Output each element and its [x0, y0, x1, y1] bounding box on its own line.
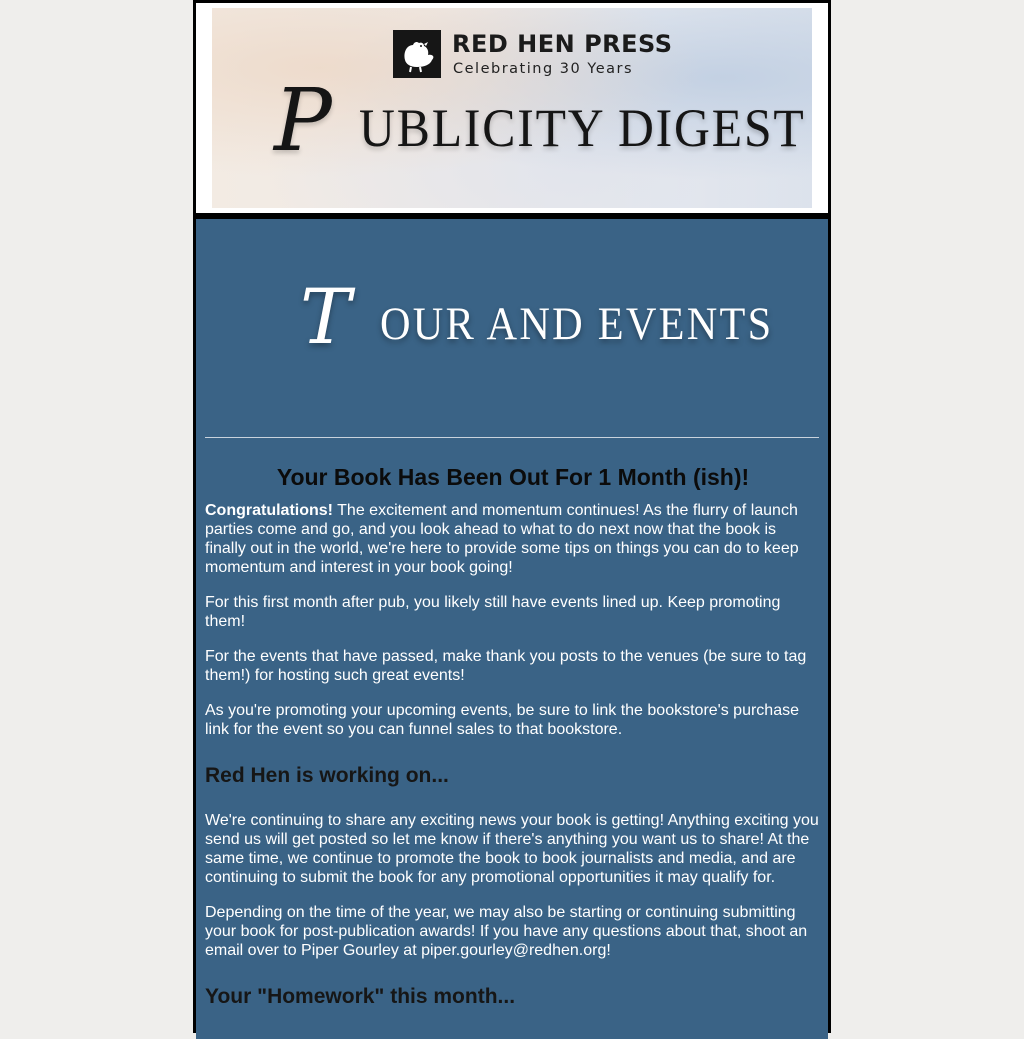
paragraph: For this first month after pub, you likely still have events lined up. Keep promoting them! — [205, 594, 781, 630]
tour-events-section — [196, 219, 828, 1039]
hen-icon — [393, 30, 441, 78]
section-title-initial: T — [300, 272, 351, 361]
section-title: OUR AND EVENTS — [380, 298, 774, 350]
paragraph: Depending on the time of the year, we may also be starting or continuing submitting your book for post-publication awards! If you have any questions about that, shoot an email over to Piper Gourley at piper.gourley@redhen.org! — [205, 904, 808, 959]
section-divider — [205, 437, 819, 438]
subheading-working: Red Hen is working on... — [205, 764, 449, 787]
header-banner — [212, 8, 812, 208]
digest-title: UBLICITY DIGEST — [359, 98, 806, 158]
paragraph: We're continuing to share any exciting news your book is getting! Anything exciting you send us will get posted so let me know if there's anything you want us to share! At the same time, we continue to promote the book to book journalists and media, and are continuing to submit the book for any promotional opportunities it may qualify for. — [205, 812, 819, 886]
press-name: RED HEN PRESS — [452, 30, 673, 58]
subheading-homework: Your "Homework" this month... — [205, 985, 516, 1008]
newsletter-header — [196, 3, 828, 213]
intro-text: The excitement and momentum continues! As the flurry of launch parties come and go, and you look ahead to what to do next now that the book is finally out in the world, we're here to provide some tips on things you can do to keep momentum and interest in your book going! — [205, 502, 799, 576]
press-tagline: Celebrating 30 Years — [453, 61, 634, 77]
paragraph: For the events that have passed, make thank you posts to the venues (be sure to tag them!) for hosting such great events! — [205, 648, 807, 684]
digest-title-initial: P — [274, 71, 332, 171]
intro-paragraph — [205, 501, 821, 577]
intro-bold: Congratulations! — [205, 502, 333, 519]
section-heading: Your Book Has Been Out For 1 Month (ish)! — [276, 464, 750, 490]
newsletter-email — [193, 0, 831, 1033]
section-content — [205, 463, 821, 1032]
paragraph: As you're promoting your upcoming events, be sure to link the bookstore's purchase link for the event so you can funnel sales to that bookstore. — [205, 702, 799, 738]
